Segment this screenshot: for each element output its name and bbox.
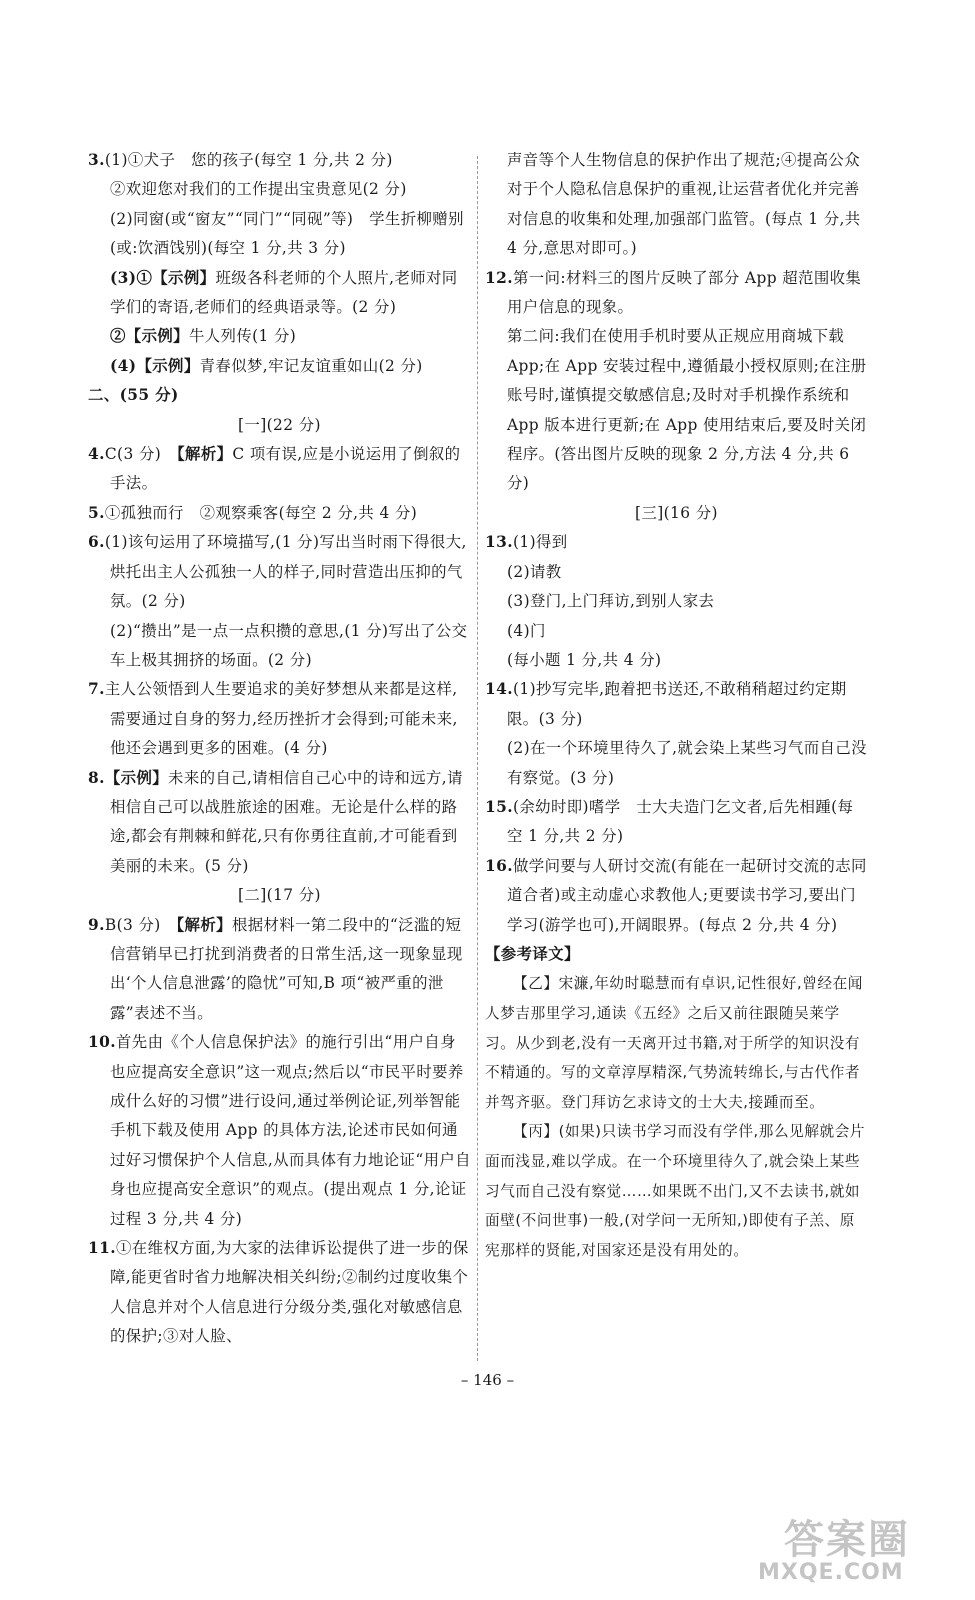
q6-part2: (2)“攒出”是一点一点积攒的意思,(1 分)写出了公交车上极其拥挤的场面。(2 分) [110, 621, 468, 669]
q6-number: 6. [88, 533, 105, 552]
q15-number: 15. [485, 797, 513, 816]
q9-answer [88, 911, 471, 1029]
q5-text: ①孤独而行 ②观察乘客(每空 2 分,共 4 分) [104, 503, 418, 522]
q4-choice: C(3 分) [104, 445, 177, 464]
reference-translation [485, 969, 868, 1265]
q3-part2-answer: (2)同窗(或“窗友”“同门”“同砚”等) 学生折柳赠别(或:饮酒饯别)(每空 1 分,共 3 分) [110, 209, 464, 258]
q14-answer [485, 675, 868, 734]
q8-number: 8. [88, 768, 105, 787]
q3-part3a-text: 班级各科老师的个人照片,老师对同学们的寄语,老师们的经典语录等。(2 分) [110, 268, 458, 317]
subsection-one-heading: [一](22 分) [238, 415, 321, 434]
q10-answer [88, 1028, 471, 1234]
example-tag: 【示例】 [104, 768, 169, 787]
translation-yi-tag: 【乙】 [513, 975, 559, 993]
q9-number: 9. [88, 915, 105, 934]
q3-part4-text: 青春似梦,牢记友谊重如山(2 分) [199, 356, 423, 375]
q6-answer [88, 528, 471, 616]
example-tag: ②【示例】 [110, 327, 189, 346]
q10-text: 首先由《个人信息保护法》的施行引出“用户自身也应提高安全意识”这一观点;然后以“市民平时要养成什么好的习惯”进行设问,通过举例论证,列举智能手机下载及使用 App 的具体方法,论述市民如何通过好习惯保护个人信息,从而具体有力地论证“用户自身也应提高安全意识”的观点。(提出观点 1 分,论证过程 3 分,共 4 分) [110, 1033, 471, 1228]
q13-score: (每小题 1 分,共 4 分) [507, 650, 662, 669]
analysis-tag: 【解析】 [176, 915, 232, 934]
q14-part1: (1)抄写完毕,跑着把书送还,不敢稍稍超过约定期限。(3 分) [507, 680, 847, 728]
q16-number: 16. [485, 856, 513, 875]
left-column [88, 146, 471, 1352]
q3-number: 3. [88, 151, 105, 169]
watermark-url: MXQE.COM [758, 1560, 904, 1585]
page-number: – 146 – [460, 1371, 515, 1389]
q13-part3: (3)登门,上门拜访,到别人家去 [507, 592, 715, 611]
watermark [758, 1508, 958, 1592]
q7-text: 主人公领悟到人生要追求的美好梦想从来都是这样,需要通过自身的努力,经历挫折才会得到;可能未来,他还会遇到更多的困难。(4 分) [104, 680, 458, 758]
section-two-heading: 二、(55 分) [88, 386, 179, 405]
q15-text: (余幼时即)嗜学 士大夫造门乞文者,后先相踵(每空 1 分,共 2 分) [507, 797, 854, 846]
q3-part3a-answer [88, 264, 471, 323]
translation-bing-tag: 【丙】 [513, 1123, 559, 1141]
q8-answer [88, 764, 471, 882]
q13-part4: (4)门 [507, 621, 546, 640]
q15-answer [485, 793, 868, 852]
q7-number: 7. [88, 680, 105, 699]
q12-part2: 第二问:我们在使用手机时要从正规应用商城下载 App;在 App 安装过程中,遵循最小授权原则;在注册账号时,谨慎提交敏感信息;及时对手机操作系统和 App 版本进行更新;在 App 使用结束后,要及时关闭程序。(答出图片反映的现象 2 分,方法 4 分,共 6 分) [507, 327, 867, 493]
q4-number: 4. [88, 445, 105, 464]
analysis-tag: 【解析】 [176, 445, 233, 464]
q3-line1 [88, 146, 471, 175]
q11-continued: 声音等个人生物信息的保护作出了规范;④提高公众对于个人隐私信息保护的重视,让运营者优化并完善对信息的收集和处理,加强部门监管。(每点 1 分,共 4 分,意思对即可。) [507, 151, 861, 258]
example-tag: (3)①【示例】 [110, 268, 216, 287]
translation-bing-text: (如果)只读书学习而没有学伴,那么见解就会片面而浅显,难以学成。在一个环境里待久了,就会染上某些习气而自己没有察觉……如果既不出门,又不去读书,就如面壁(不问世事)一般,(对学问一无所知,)即使有子羔、原宪那样的贤能,对国家还是没有用处的。 [485, 1123, 866, 1259]
q14-part2: (2)在一个环境里待久了,就会染上某些习气而自己没有察觉。(3 分) [507, 739, 867, 787]
translation-yi [485, 969, 868, 1117]
q3-part1b-answer: ②欢迎您对我们的工作提出宝贵意见(2 分) [110, 180, 407, 199]
q3-part3b-answer [88, 322, 471, 351]
q11-number: 11. [88, 1239, 116, 1258]
subsection-three-heading: [三](16 分) [635, 503, 718, 522]
q14-number: 14. [485, 680, 513, 699]
q6-part1: (1)该句运用了环境描写,(1 分)写出当时雨下得很大,烘托出主人公孤独一人的样子,同时营造出压抑的气氛。(2 分) [104, 533, 467, 611]
q3-part1-answer: (1)①犬子 您的孩子(每空 1 分,共 2 分) [104, 151, 393, 169]
q16-answer [485, 852, 868, 940]
q3-part3b-text: 牛人列传(1 分) [188, 327, 297, 346]
q16-text: 做学问要与人研讨交流(有能在一起研讨交流的志同道合者)或主动虚心求教他人;更要读书学习,要出门学习(游学也可),开阔眼界。(每点 2 分,共 4 分) [507, 856, 867, 934]
q4-answer [88, 440, 471, 499]
right-column [485, 146, 868, 1265]
subsection-two-heading: [二](17 分) [238, 886, 321, 905]
q12-number: 12. [485, 268, 513, 287]
q9-choice: B(3 分) [104, 915, 177, 934]
q11-answer [88, 1234, 471, 1352]
q5-number: 5. [88, 503, 105, 522]
q8-text: 未来的自己,请相信自己心中的诗和远方,请相信自己可以战胜旅途的困难。无论是什么样的路途,都会有荆棘和鲜花,只有你勇往直前,才可能看到美丽的未来。(5 分) [110, 768, 463, 875]
q10-number: 10. [88, 1033, 116, 1052]
q11-text: ①在维权方面,为大家的法律诉讼提供了进一步的保障,能更省时省力地解决相关纠纷;②制约过度收集个人信息并对个人信息进行分级分类,强化对敏感信息的保护;③对人脸、 [110, 1239, 469, 1346]
q7-answer [88, 675, 471, 763]
reference-translation-heading: 【参考译文】 [485, 944, 580, 963]
translation-bing [485, 1117, 868, 1265]
q5-answer [88, 499, 471, 528]
q12-part1: 第一问:材料三的图片反映了部分 App 超范围收集用户信息的现象。 [507, 268, 862, 317]
q4-analysis: C 项有误,应是小说运用了倒叙的手法。 [110, 445, 461, 493]
watermark-logo: 答案圈 [784, 1517, 910, 1563]
q12-answer [485, 264, 868, 323]
translation-yi-text: 宋濂,年幼时聪慧而有卓识,记性很好,曾经在闻人梦吉那里学习,通读《五经》之后又前往跟随吴莱学习。从少到老,没有一天离开过书籍,对于所学的知识没有不精通的。写的文章淳厚精深,气势流转绵长,与古代作者并驾齐驱。登门拜访乞求诗文的士大夫,接踵而至。 [485, 975, 863, 1111]
q13-number: 13. [485, 533, 513, 552]
column-divider [477, 156, 478, 1361]
q3-part4-answer [88, 352, 471, 381]
q9-analysis: 根据材料一第二段中的“泛滥的短信营销早已打扰到消费者的日常生活,这一现象显现出‘个人信息泄露’的隐忧”可知,B 项“被严重的泄露”表述不当。 [110, 915, 463, 1022]
q13-answer [485, 528, 868, 557]
example-tag: (4)【示例】 [110, 356, 200, 375]
q13-part2: (2)请教 [507, 562, 562, 581]
q13-part1: (1)得到 [512, 533, 568, 552]
